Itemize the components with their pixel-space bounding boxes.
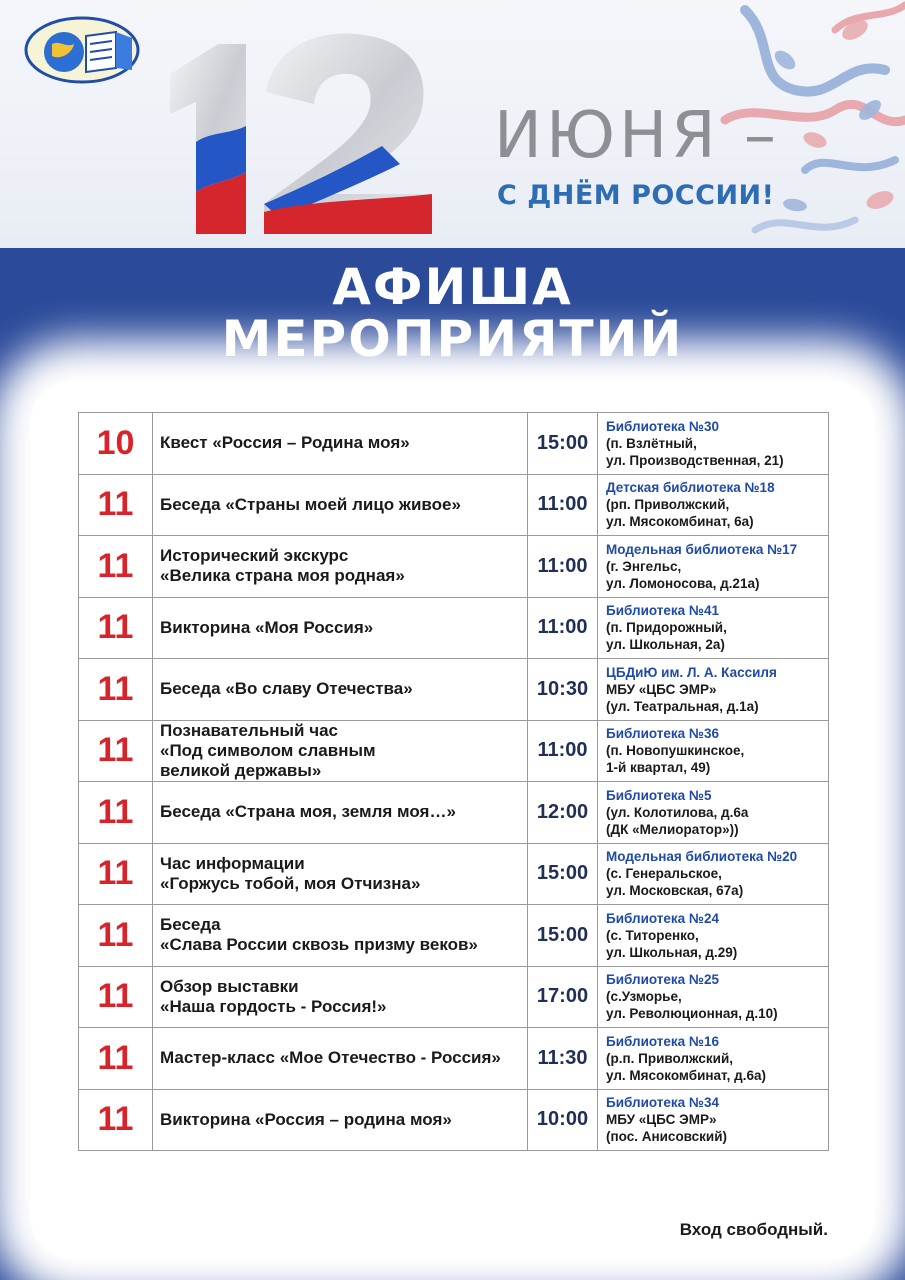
place-detail-line: ул. Школьная, д.29) xyxy=(606,944,738,960)
date-12-graphic xyxy=(160,22,460,248)
place-detail-line: (ул. Колотилова, д.6а xyxy=(606,804,749,820)
place-detail-line: МБУ «ЦБС ЭМР» xyxy=(606,681,717,697)
event-title-line: «Слава России сквозь призму веков» xyxy=(160,935,478,955)
library-name: Библиотека №34 xyxy=(606,1095,719,1111)
event-time: 15:00 xyxy=(528,413,598,475)
free-entry-note: Вход свободный. xyxy=(679,1220,828,1239)
event-place xyxy=(598,782,829,844)
event-title-line: Обзор выставки xyxy=(160,976,299,996)
event-title-line: Исторический экскурс xyxy=(160,546,349,566)
event-title-line: «Велика страна моя родная» xyxy=(160,566,405,586)
library-name: Модельная библиотека №20 xyxy=(606,849,798,865)
event-place xyxy=(598,659,829,721)
event-title xyxy=(153,782,528,844)
events-table-body xyxy=(79,413,829,1151)
event-time: 11:00 xyxy=(528,474,598,536)
library-name: Библиотека №24 xyxy=(606,910,719,926)
event-title-line: Беседа «Во славу Отечества» xyxy=(160,679,413,699)
event-row xyxy=(79,966,829,1028)
event-row xyxy=(79,1089,829,1151)
header-banner xyxy=(0,0,905,248)
event-title-line: Беседа «Страна моя, земля моя…» xyxy=(160,802,456,822)
event-day: 11 xyxy=(79,1028,153,1090)
event-time: 17:00 xyxy=(528,966,598,1028)
place-detail-line: МБУ «ЦБС ЭМР» xyxy=(606,1112,717,1128)
place-detail-line: ул. Мясокомбинат, д.6а) xyxy=(606,1067,766,1083)
event-time: 11:00 xyxy=(528,720,598,782)
event-row xyxy=(79,782,829,844)
event-place xyxy=(598,843,829,905)
event-title xyxy=(153,905,528,967)
poster-title-line1: АФИША xyxy=(332,258,573,316)
event-day: 11 xyxy=(79,966,153,1028)
event-day: 11 xyxy=(79,1089,153,1151)
place-detail-line: (пос. Анисовский) xyxy=(606,1129,728,1145)
place-detail-line: (п. Новопушкинское, xyxy=(606,743,745,759)
event-place xyxy=(598,1028,829,1090)
place-detail-line: (п. Взлётный, xyxy=(606,435,697,451)
place-detail-line: (с. Генеральское, xyxy=(606,866,722,882)
date-word: ИЮНЯ – xyxy=(494,99,780,173)
event-day: 11 xyxy=(79,905,153,967)
event-row xyxy=(79,659,829,721)
event-place xyxy=(598,905,829,967)
event-title xyxy=(153,966,528,1028)
library-name: Библиотека №30 xyxy=(606,418,719,434)
event-day: 11 xyxy=(79,782,153,844)
event-row xyxy=(79,720,829,782)
event-title-line: «Наша гордость - Россия!» xyxy=(160,996,387,1016)
library-name: ЦБДиЮ им. Л. А. Кассиля xyxy=(606,664,777,680)
event-place xyxy=(598,474,829,536)
event-title-line: Мастер-класс «Мое Отечество - Россия» xyxy=(160,1048,501,1068)
event-title xyxy=(153,597,528,659)
event-title xyxy=(153,659,528,721)
event-place xyxy=(598,966,829,1028)
event-row xyxy=(79,905,829,967)
event-row xyxy=(79,1028,829,1090)
library-name: Библиотека №25 xyxy=(606,972,719,988)
event-time: 15:00 xyxy=(528,843,598,905)
event-place xyxy=(598,1089,829,1151)
place-detail-line: (р.п. Приволжский, xyxy=(606,1050,734,1066)
event-title-line: Викторина «Моя Россия» xyxy=(160,617,374,637)
place-detail-line: (ДК «Мелиоратор»)) xyxy=(606,821,739,837)
event-title-line: «Горжусь тобой, моя Отчизна» xyxy=(160,873,421,893)
event-time: 15:00 xyxy=(528,905,598,967)
event-title-line: Познавательный час xyxy=(160,720,339,740)
library-name: Библиотека №41 xyxy=(606,603,719,619)
place-detail-line: ул. Производственная, 21) xyxy=(606,452,784,468)
event-time: 12:00 xyxy=(528,782,598,844)
event-title xyxy=(153,843,528,905)
event-title-line: Викторина «Россия – родина моя» xyxy=(160,1109,452,1129)
place-detail-line: (рп. Приволжский, xyxy=(606,497,730,513)
event-place xyxy=(598,413,829,475)
event-time: 11:00 xyxy=(528,536,598,598)
library-name: Библиотека №36 xyxy=(606,726,719,742)
event-title xyxy=(153,474,528,536)
library-logo-icon xyxy=(24,14,144,84)
library-name: Библиотека №16 xyxy=(606,1033,719,1049)
event-day: 11 xyxy=(79,474,153,536)
event-row xyxy=(79,597,829,659)
event-title xyxy=(153,1089,528,1151)
event-title xyxy=(153,720,528,782)
event-place xyxy=(598,536,829,598)
event-day: 11 xyxy=(79,720,153,782)
place-detail-line: ул. Мясокомбинат, 6а) xyxy=(606,514,754,530)
event-row xyxy=(79,536,829,598)
event-time: 10:00 xyxy=(528,1089,598,1151)
place-detail-line: (п. Придорожный, xyxy=(606,620,727,636)
place-detail-line: 1-й квартал, 49) xyxy=(606,760,711,776)
event-title-line: великой державы» xyxy=(160,760,322,780)
event-time: 10:30 xyxy=(528,659,598,721)
event-day: 11 xyxy=(79,843,153,905)
place-detail-line: ул. Московская, 67а) xyxy=(606,883,744,899)
event-title-line: Квест «Россия – Родина моя» xyxy=(160,433,410,453)
events-table xyxy=(78,412,829,1151)
place-detail-line: ул. Революционная, д.10) xyxy=(606,1006,778,1022)
place-detail-line: (с.Узморье, xyxy=(606,989,682,1005)
event-title xyxy=(153,1028,528,1090)
library-name: Модельная библиотека №17 xyxy=(606,541,798,557)
event-time: 11:00 xyxy=(528,597,598,659)
event-day: 11 xyxy=(79,659,153,721)
event-day: 11 xyxy=(79,597,153,659)
event-day: 10 xyxy=(79,413,153,475)
event-row xyxy=(79,474,829,536)
library-name: Библиотека №5 xyxy=(606,787,712,803)
event-time: 11:30 xyxy=(528,1028,598,1090)
greeting-text: С ДНЁМ РОССИИ! xyxy=(497,180,775,211)
event-day: 11 xyxy=(79,536,153,598)
event-title xyxy=(153,413,528,475)
library-name: Детская библиотека №18 xyxy=(606,480,775,496)
event-title-line: Час информации xyxy=(160,853,305,873)
event-row xyxy=(79,413,829,475)
event-title-line: Беседа «Страны моей лицо живое» xyxy=(160,494,461,514)
place-detail-line: (г. Энгельс, xyxy=(606,558,682,574)
event-title xyxy=(153,536,528,598)
place-detail-line: ул. Школьная, 2а) xyxy=(606,637,725,653)
event-place xyxy=(598,720,829,782)
event-place xyxy=(598,597,829,659)
place-detail-line: (ул. Театральная, д.1а) xyxy=(606,698,759,714)
poster-title-line2: МЕРОПРИЯТИЙ xyxy=(221,310,684,368)
event-title-line: Беседа xyxy=(160,915,221,935)
place-detail-line: ул. Ломоносова, д.21а) xyxy=(606,575,760,591)
event-title-line: «Под символом славным xyxy=(160,740,376,760)
event-row xyxy=(79,843,829,905)
place-detail-line: (с. Титоренко, xyxy=(606,927,699,943)
